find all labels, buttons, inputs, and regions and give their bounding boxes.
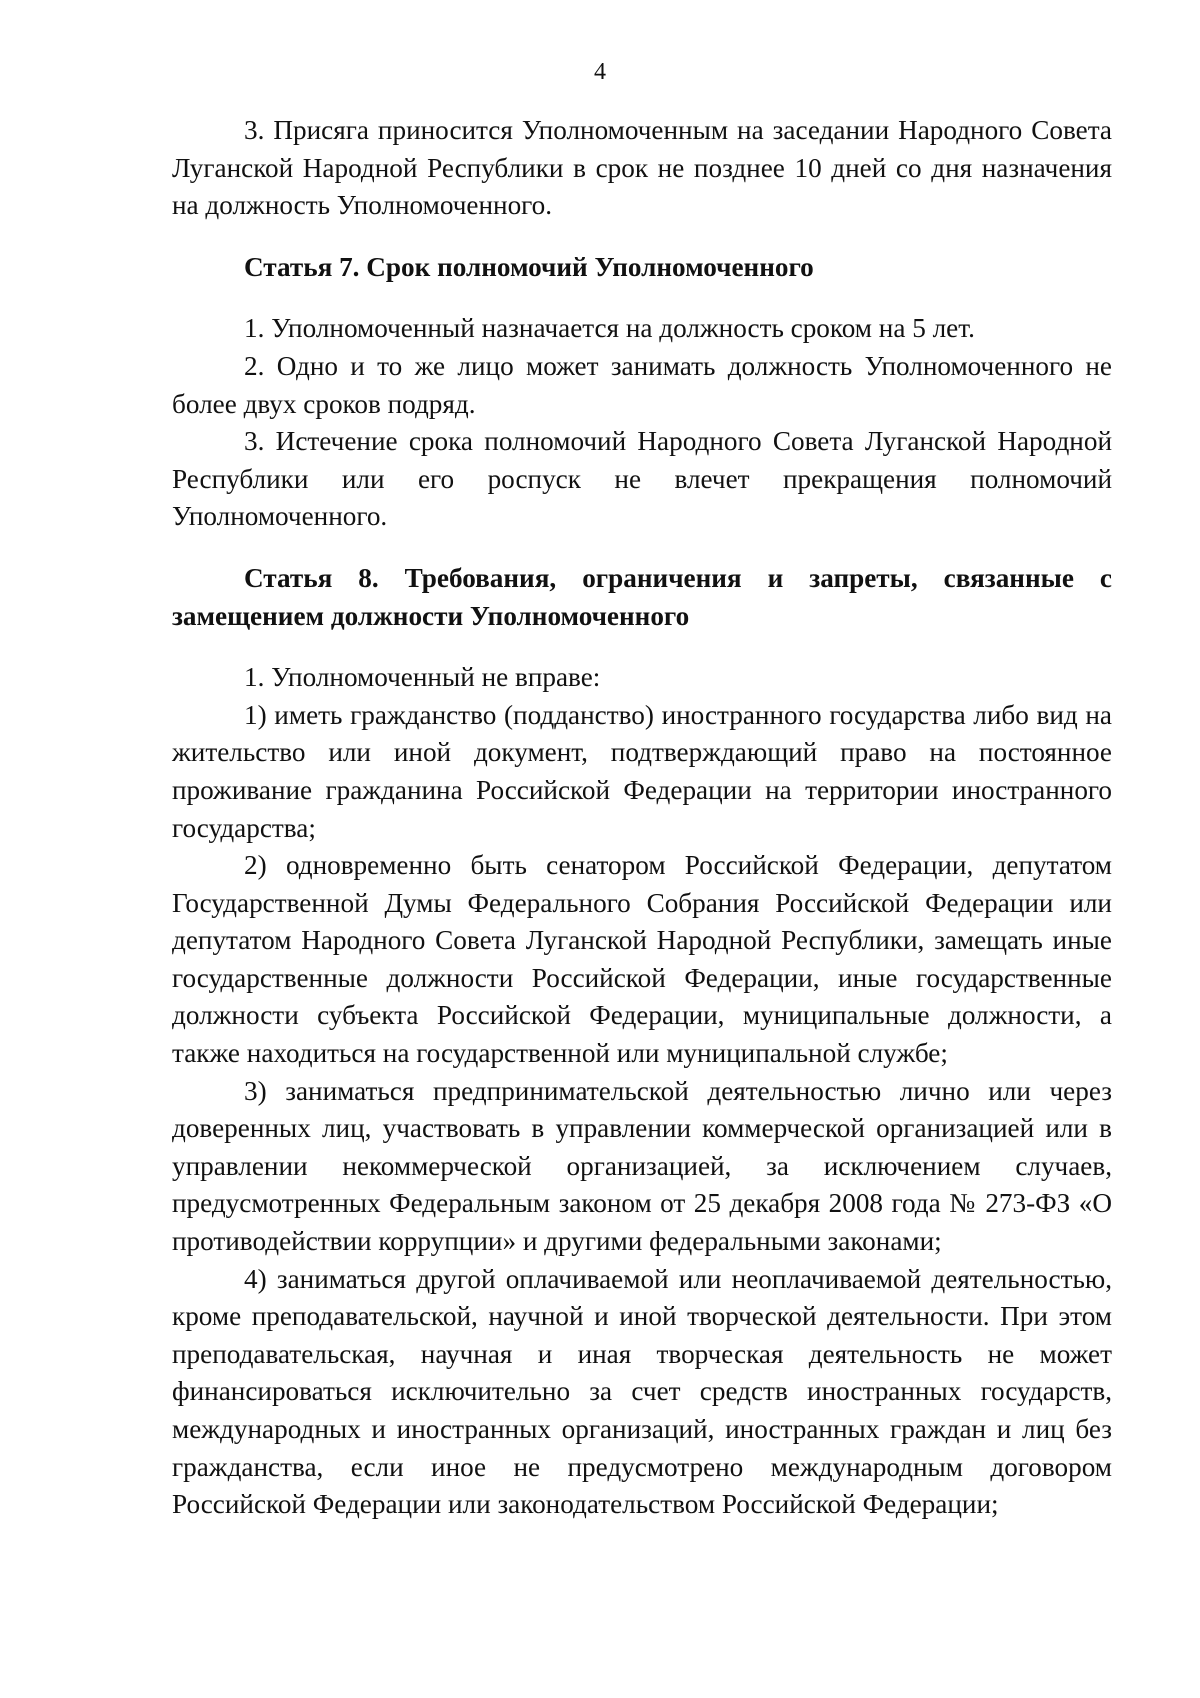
paragraph-8-1-item-1: 1) иметь гражданство (подданство) иностранного государства либо вид на жительство или иной документ, подтверждающий право на постоянное проживание гражданина Российской Федерации на территории иностранного государства;: [172, 699, 1112, 843]
heading-article-7: Статья 7. Срок полномочий Уполномоченного: [244, 251, 814, 282]
paragraph-8-1-item-3: 3) заниматься предпринимательской деятельностью лично или через доверенных лиц, участвовать в управлении коммерческой организацией или в управлении некоммерческой организацией, за исключением случаев, предусмотренных Федеральным законом от 25 декабря 2008 года № 273-ФЗ «О противодействии коррупции» и другими федеральными законами;: [172, 1075, 1112, 1257]
heading-article-8: Статья 8. Требования, ограничения и запреты, связанные с замещением должности Уполномоченного: [172, 562, 1112, 631]
page-number: 4: [594, 59, 606, 85]
paragraph-7-3: 3. Истечение срока полномочий Народного Совета Луганской Народной Республики или его роспуск не влечет прекращения полномочий Уполномоченного.: [172, 426, 1112, 532]
document-body: [172, 112, 1112, 1524]
paragraph-7-2: 2. Одно и то же лицо может занимать должность Уполномоченного не более двух сроков подряд.: [172, 350, 1112, 419]
paragraph-8-1-item-2: 2) одновременно быть сенатором Российской Федерации, депутатом Государственной Думы Федерального Собрания Российской Федерации или депутатом Народного Совета Луганской Народной Республики, замещать иные государственные должности Российской Федерации, иные государственные должности субъекта Российской Федерации, муниципальные должности, а также находиться на государственной или муниципальной службе;: [172, 850, 1112, 1069]
paragraph-8-1: 1. Уполномоченный не вправе:: [244, 662, 601, 693]
paragraph-7-1: 1. Уполномоченный назначается на должность сроком на 5 лет.: [244, 313, 975, 344]
paragraph-oath: 3. Присяга приносится Уполномоченным на заседании Народного Совета Луганской Народной Республики в срок не позднее 10 дней со дня назначения на должность Уполномоченного.: [172, 115, 1112, 221]
paragraph-8-1-item-4: 4) заниматься другой оплачиваемой или неоплачиваемой деятельностью, кроме преподавательской, научной и иной творческой деятельности. При этом преподавательская, научная и иная творческая деятельность не может финансироваться исключительно за счет средств иностранных государств, международных и иностранных организаций, иностранных граждан и лиц без гражданства, если иное не предусмотрено международным договором Российской Федерации или законодательством Российской Федерации;: [172, 1263, 1112, 1520]
